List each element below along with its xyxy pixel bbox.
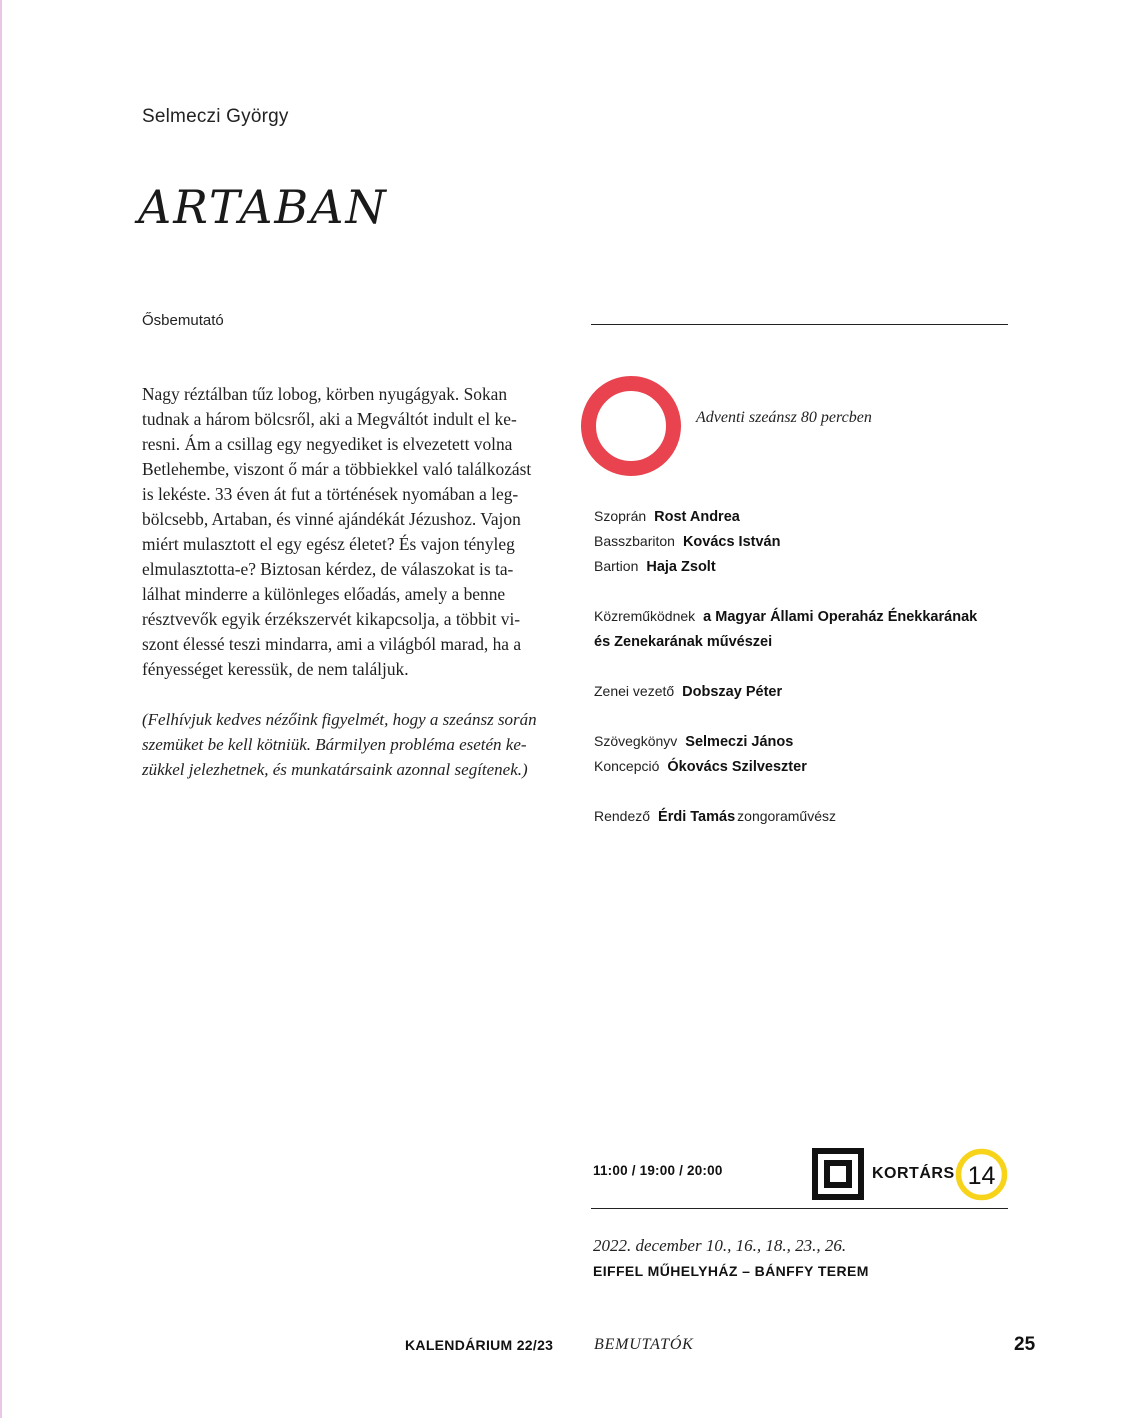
- age-rating-badge: [955, 1148, 1008, 1201]
- description-line: bölcsebb, Artaban, és vinné ajándékát Jézushoz. Vajon: [142, 509, 521, 529]
- cast-name: Ókovács Szilveszter: [667, 759, 807, 775]
- cast-name: a Magyar Állami Operaház Énekkarának: [703, 609, 978, 625]
- cast-role: Szövegkönyv: [594, 733, 678, 749]
- note-line: zükkel jelezhetnek, és munkatársaink azonnal segítenek.): [142, 760, 528, 779]
- cast-name: Érdi Tamás: [658, 809, 736, 825]
- page-edge-line: [0, 0, 2, 1418]
- footer-section: BEMUTATÓK: [594, 1336, 694, 1353]
- duration-label: Adventi szeánsz 80 percben: [696, 409, 872, 426]
- square-logo-icon: [812, 1148, 864, 1200]
- cast-role: Koncepció: [594, 758, 660, 774]
- performance-dates: 2022. december 10., 16., 18., 23., 26.: [593, 1236, 847, 1255]
- footer-publication: KALENDÁRIUM 22/23: [405, 1337, 554, 1353]
- cast-row-bass-baritone: [594, 533, 780, 550]
- cast-row-contributors-cont: [594, 633, 772, 650]
- author-name: Selmeczi György: [142, 106, 289, 127]
- cast-row-concept: [594, 758, 807, 775]
- cast-role: Rendező: [594, 808, 651, 824]
- cast-name: Rost Andrea: [654, 509, 740, 525]
- description-paragraph: [142, 382, 552, 682]
- description-line: Nagy réztálban tűz lobog, körben nyugágyak. Sokan: [142, 384, 508, 404]
- red-ring-icon: [580, 375, 682, 477]
- description-line: szont élessé teszi mindarra, ami a világból marad, ha a: [142, 634, 522, 654]
- cast-row-contributors: [594, 608, 977, 625]
- description-line: lálhat minderre a különleges előadás, amely a benne: [142, 584, 506, 604]
- cast-row-baritone: [594, 558, 716, 575]
- genre-label: Ősbemutató: [142, 312, 224, 329]
- cast-name: Haja Zsolt: [646, 559, 716, 575]
- cast-name: Selmeczi János: [685, 734, 794, 750]
- bottom-divider: [591, 1208, 1008, 1209]
- description-line: résztvevők egyik érzékszervét kikapcsolja, a többit vi-: [142, 609, 521, 629]
- showtimes: 11:00 / 19:00 / 20:00: [593, 1163, 723, 1178]
- age-rating-number: 14: [967, 1162, 996, 1190]
- cast-role: Közreműködnek: [594, 608, 696, 624]
- note-line: (Felhívjuk kedves nézőink figyelmét, hogy a szeánsz során: [142, 710, 537, 729]
- cast-extra: zongoraművész: [737, 808, 836, 824]
- top-divider: [591, 324, 1008, 325]
- cast-row-music-director: [594, 683, 782, 700]
- cast-role: Zenei vezető: [594, 683, 675, 699]
- description-line: is lekéste. 33 éven át fut a történések nyomában a leg-: [142, 484, 519, 504]
- description-line: Betlehembe, viszont ő már a többiekkel való találkozást: [142, 459, 532, 479]
- description-line: miért mulasztott el egy egész életet? És vajon tényleg: [142, 534, 515, 554]
- description-line: elmulasztotta-e? Biztosan kérdez, de válaszokat is ta-: [142, 559, 514, 579]
- cast-name: Kovács István: [682, 534, 781, 550]
- cast-role: Szoprán: [594, 508, 647, 524]
- description-line: fényességet keressük, de nem találjuk.: [142, 659, 409, 679]
- cast-name: Dobszay Péter: [682, 684, 783, 700]
- page-title: ARTABAN: [138, 180, 388, 234]
- cast-row-libretto: [594, 733, 793, 750]
- audience-note: [142, 707, 552, 782]
- cast-role: Bartion: [594, 558, 639, 574]
- cast-role: Basszbariton: [594, 533, 675, 549]
- cast-row-soprano: [594, 508, 740, 525]
- description-line: resni. Ám a csillag egy negyediket is elvezetett volna: [142, 434, 513, 454]
- cast-row-director: [594, 808, 836, 825]
- note-line: szemüket be kell kötniük. Bármilyen probléma esetén ke-: [142, 735, 527, 754]
- description-line: tudnak a három bölcsről, aki a Megváltót indult el ke-: [142, 409, 517, 429]
- cast-name: és Zenekarának művészei: [594, 634, 773, 650]
- page-number: 25: [1014, 1334, 1036, 1355]
- category-label: KORTÁRS: [872, 1165, 955, 1182]
- venue-label: EIFFEL MŰHELYHÁZ – BÁNFFY TEREM: [593, 1263, 869, 1279]
